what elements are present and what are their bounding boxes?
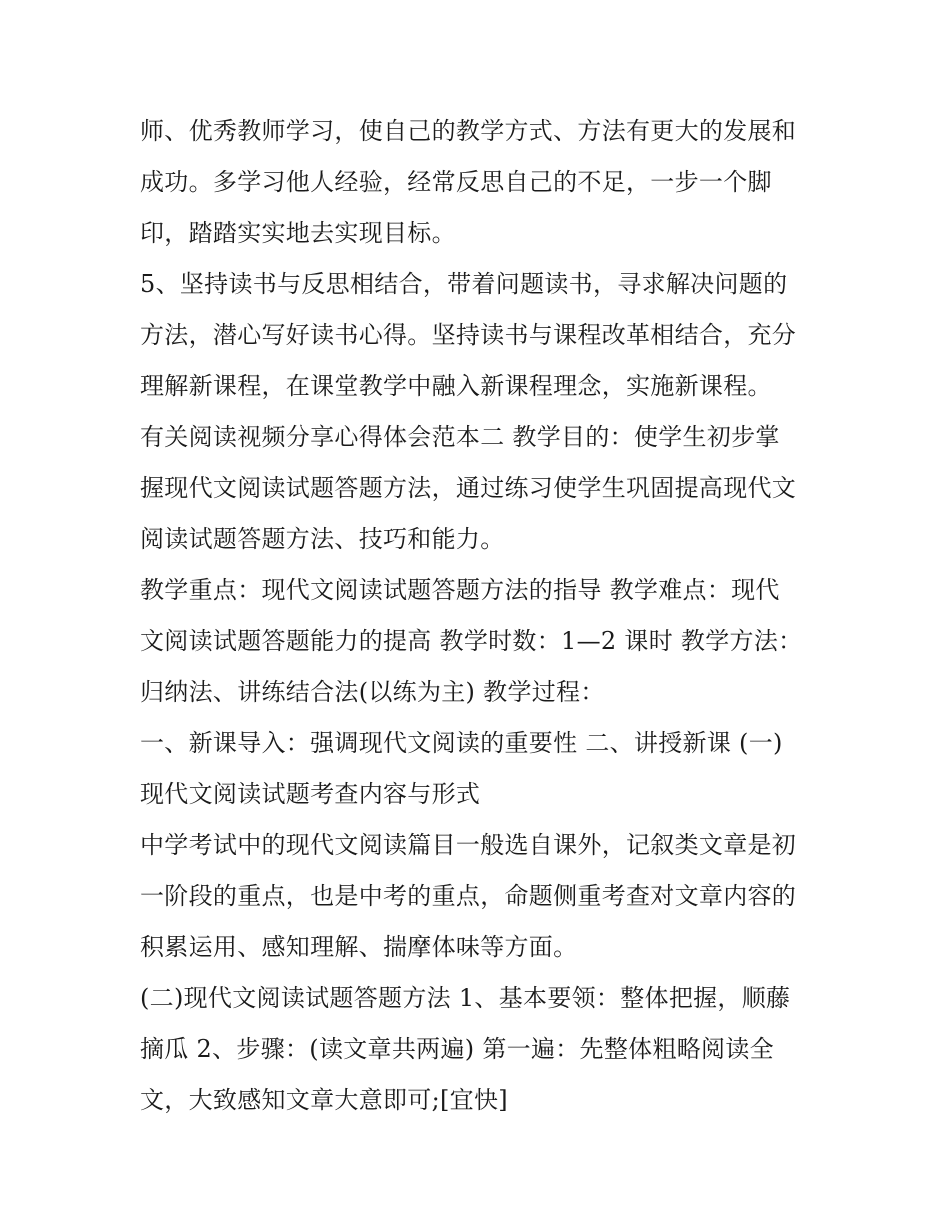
text-line: 握现代文阅读试题答题方法，通过练习使学生巩固提高现代文 xyxy=(140,474,797,502)
text-line: 文，大致感知文章大意即可;[宜快] xyxy=(140,1086,508,1114)
text-line: 师、优秀教师学习，使自己的教学方式、方法有更大的发展和 xyxy=(140,117,797,145)
text-line: 摘瓜 2、步骤：(读文章共两遍) 第一遍：先整体粗略阅读全 xyxy=(140,1035,774,1063)
text-line: 印，踏踏实实地去实现目标。 xyxy=(140,219,456,247)
text-line: 教学重点：现代文阅读试题答题方法的指导 教学难点：现代 xyxy=(140,576,780,604)
document-body xyxy=(140,106,820,1126)
text-line: 方法，潜心写好读书心得。坚持读书与课程改革相结合，充分 xyxy=(140,321,797,349)
text-line: 有关阅读视频分享心得体会范本二 教学目的：使学生初步掌 xyxy=(140,423,780,451)
text-line: 理解新课程，在课堂教学中融入新课程理念，实施新课程。 xyxy=(140,372,772,400)
text-line: 阅读试题答题方法、技巧和能力。 xyxy=(140,525,505,553)
text-line: 现代文阅读试题考查内容与形式 xyxy=(140,780,481,808)
text-line: 文阅读试题答题能力的提高 教学时数：1—2 课时 教学方法： xyxy=(140,627,803,655)
text-line: 积累运用、感知理解、揣摩体味等方面。 xyxy=(140,933,578,961)
text-line: 一阶段的重点，也是中考的重点，命题侧重考查对文章内容的 xyxy=(140,882,797,910)
text-line: (二)现代文阅读试题答题方法 1、基本要领：整体把握，顺藤 xyxy=(140,984,791,1012)
text-line: 一、新课导入：强调现代文阅读的重要性 二、讲授新课 (一) xyxy=(140,729,783,757)
text-line: 5、坚持读书与反思相结合，带着问题读书，寻求解决问题的 xyxy=(140,270,788,298)
text-line: 成功。多学习他人经验，经常反思自己的不足，一步一个脚 xyxy=(140,168,772,196)
text-line: 归纳法、讲练结合法(以练为主) 教学过程： xyxy=(140,678,605,706)
text-line: 中学考试中的现代文阅读篇目一般选自课外，记叙类文章是初 xyxy=(140,831,797,859)
